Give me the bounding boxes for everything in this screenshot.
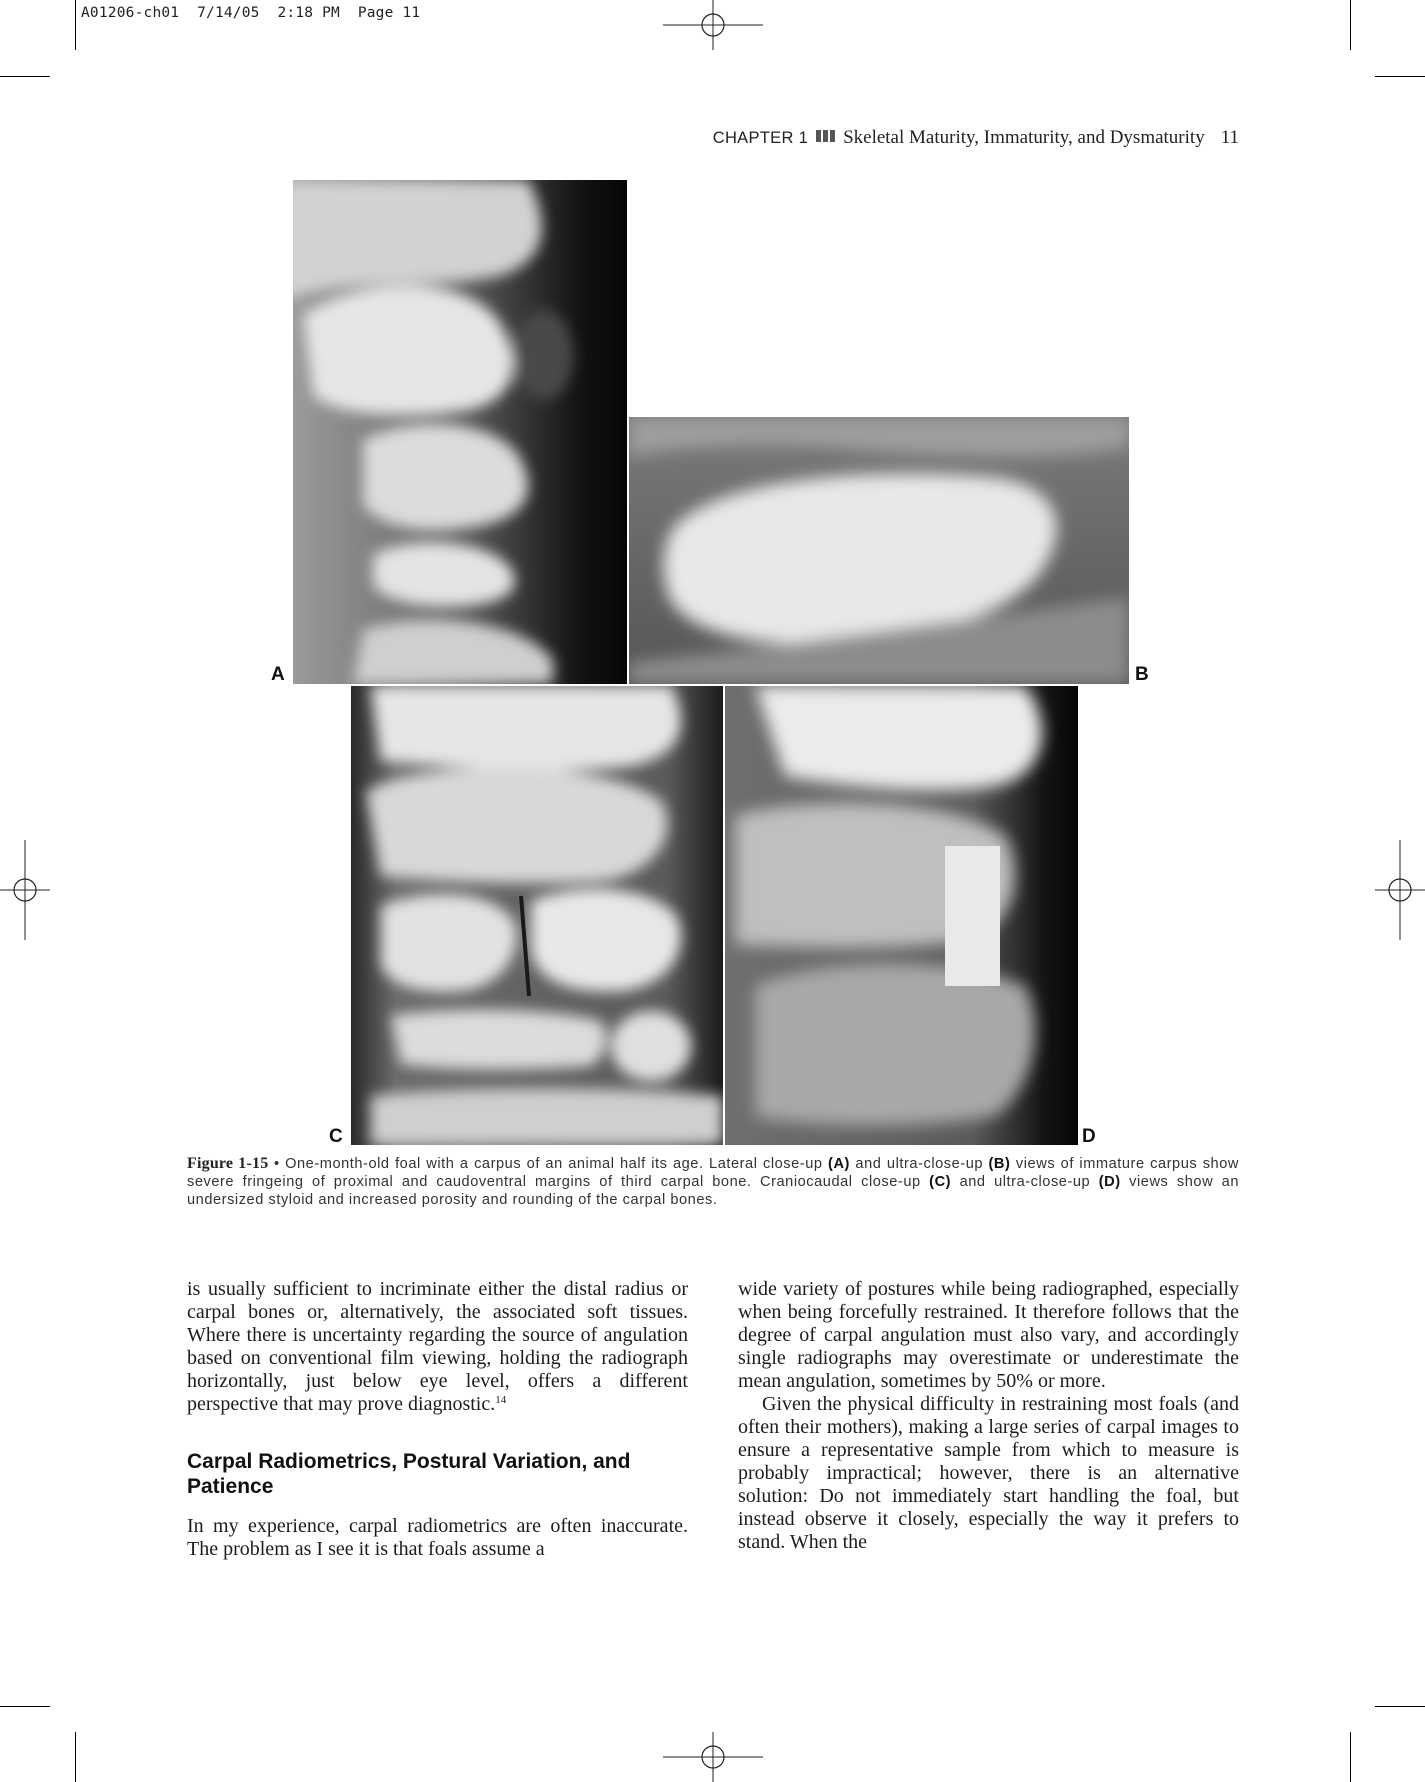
radiograph-panel-a (293, 180, 627, 684)
caption-text: views of immature carpus show severe fringeing of proximal and caudoventral margins of third carpal bone. Craniocaudal close-up (187, 1156, 1239, 1190)
caption-bullet: • (273, 1156, 280, 1172)
panel-label-d: D (1082, 1126, 1096, 1147)
chapter-separator-bars (816, 126, 837, 148)
registration-mark-bottom (663, 1732, 763, 1782)
caption-ref-a: (A) (828, 1156, 850, 1172)
figure-caption (187, 1155, 1239, 1209)
paragraph: In my experience, carpal radiometrics are often inaccurate. The problem as I see it is that foals assume a (187, 1515, 688, 1560)
paragraph (187, 1278, 688, 1416)
reference-superscript: 14 (495, 1394, 507, 1406)
caption-text: One-month-old foal with a carpus of an animal half its age. Lateral close-up (285, 1156, 829, 1172)
caption-text: and ultra-close-up (951, 1174, 1099, 1190)
crop-mark-top-right-v (1350, 0, 1351, 50)
caption-ref-d: (D) (1098, 1174, 1121, 1190)
body-column-right (738, 1278, 1239, 1554)
radiograph-panel-d (725, 686, 1078, 1145)
panel-label-a: A (271, 664, 285, 685)
caption-ref-c: (C) (929, 1174, 952, 1190)
crop-mark-top-right-h (1375, 76, 1425, 77)
panel-label-c: C (329, 1126, 343, 1147)
page-number: 11 (1220, 127, 1239, 148)
crop-mark-top-left-v (75, 0, 76, 50)
registration-mark-top (663, 0, 763, 50)
crop-mark-top-left-h (0, 76, 50, 77)
panel-label-b: B (1135, 664, 1149, 685)
registration-mark-left (0, 840, 50, 940)
registration-mark-right (1375, 840, 1425, 940)
radiograph-panel-b (629, 417, 1129, 684)
chapter-title: Skeletal Maturity, Immaturity, and Dysmaturity (843, 127, 1205, 148)
crop-mark-bottom-left-v (75, 1732, 76, 1782)
crop-mark-bottom-right-v (1350, 1732, 1351, 1782)
print-slug: A01206-ch01 7/14/05 2:18 PM Page 11 (81, 5, 421, 21)
paragraph: wide variety of postures while being radiographed, especially when being forcefully restrained. It therefore follows that the degree of carpal angulation must also vary, and accordingly single radiographs may overestimate or underestimate the mean angulation, sometimes by 50% or more. (738, 1278, 1239, 1392)
crop-mark-bottom-right-h (1375, 1706, 1425, 1707)
caption-text: views show an undersized styloid and increased porosity and rounding of the carpal bones. (187, 1174, 1239, 1208)
section-heading: Carpal Radiometrics, Postural Variation, and Patience (187, 1450, 631, 1498)
paragraph: Given the physical difficulty in restraining most foals (and often their mothers), making a large series of carpal images to ensure a representative sample from which to measure is probably impractical; however, there is an alternative solution: Do not immediately start handling the foal, but instead observe it closely, especially the way it prefers to stand. When the (738, 1393, 1239, 1553)
crop-mark-bottom-left-h (0, 1706, 50, 1707)
figure-number: Figure 1-15 (187, 1155, 269, 1172)
caption-text: and ultra-close-up (849, 1156, 989, 1172)
running-head (713, 126, 1239, 149)
paragraph-text: is usually sufficient to incriminate either the distal radius or carpal bones or, alternatively, the associated soft tissues. Where there is uncertainty regarding the source of angulation based on conventional film viewing, holding the radiograph horizontally, just below eye level, offers a different perspective that may prove diagnostic. (187, 1278, 688, 1415)
body-column-left (187, 1278, 688, 1561)
radiograph-panel-c (351, 686, 723, 1145)
chapter-label: CHAPTER 1 (712, 129, 809, 147)
caption-ref-b: (B) (988, 1156, 1011, 1172)
